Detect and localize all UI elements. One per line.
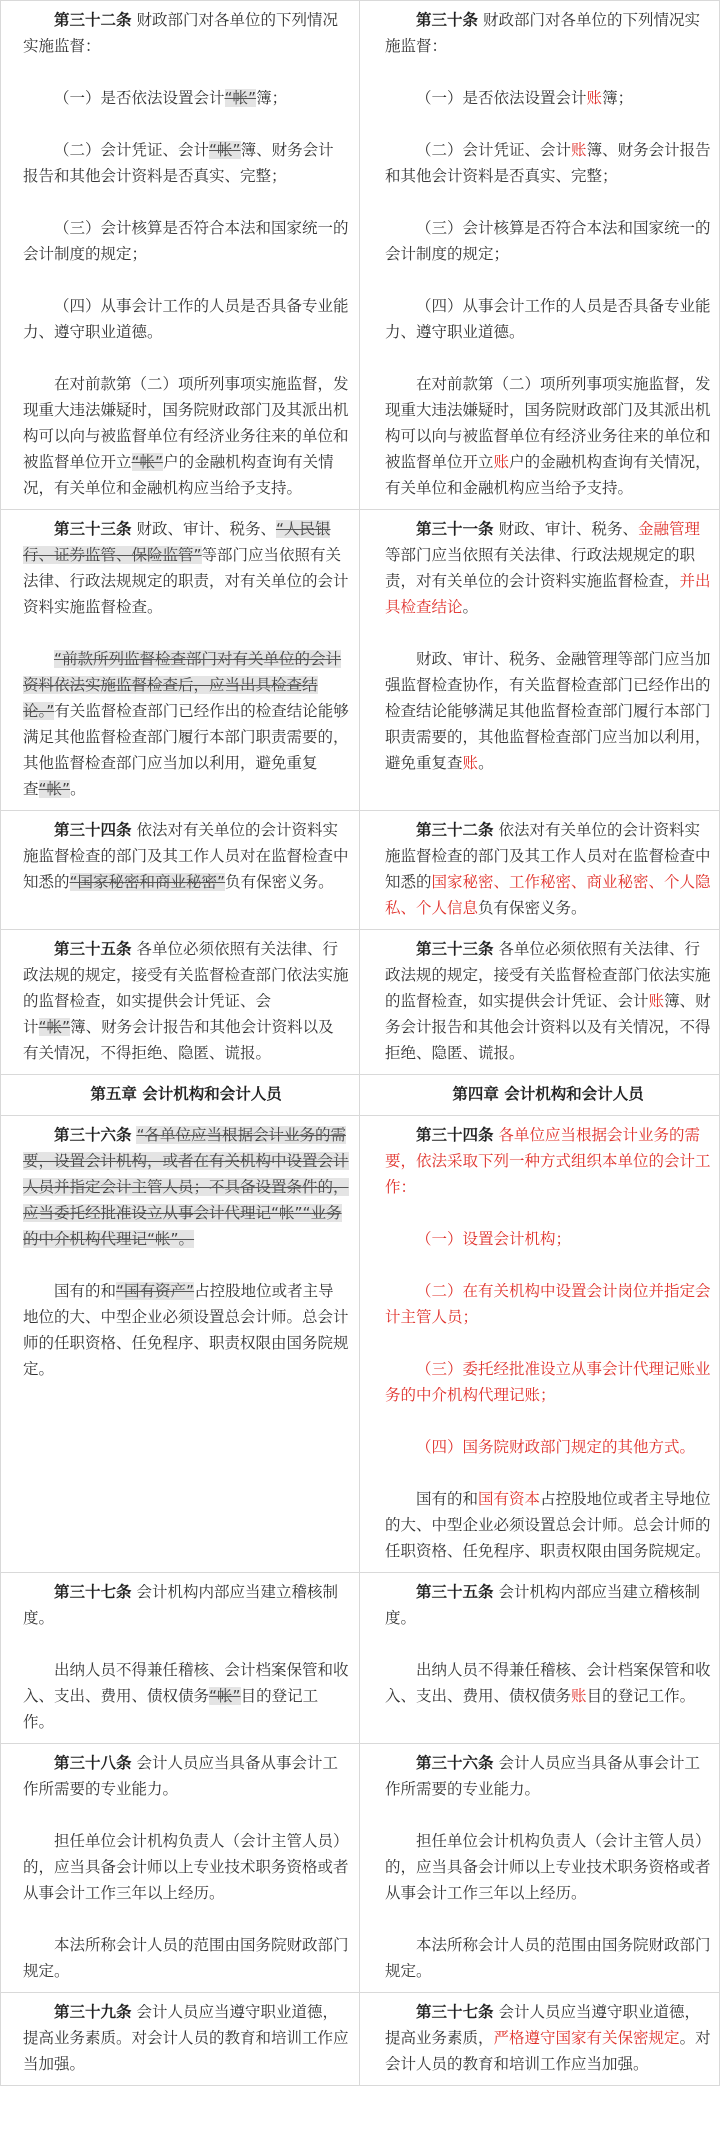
text-segment: 财政、审计、税务、	[493, 520, 638, 538]
law-paragraph	[385, 1999, 711, 2077]
text-segment: （一）是否依法设置会计	[54, 89, 225, 107]
article-row	[1, 811, 720, 930]
text-segment: 簿；	[256, 89, 288, 107]
deleted-text: “帐”	[38, 780, 71, 798]
text-segment: 担任单位会计机构负责人（会计主管人员）的，应当具备会计师以上专业技术职务资格或者从事会计工作三年以上经历。	[23, 1832, 349, 1902]
article-number: 第三十三条	[54, 520, 132, 538]
new-law-cell	[360, 930, 720, 1075]
old-law-cell	[1, 811, 360, 930]
deleted-text: “人民银行、证券监管、保险监管”	[23, 520, 331, 564]
changed-text: 国有资本	[478, 1490, 541, 1508]
law-paragraph	[385, 516, 711, 620]
law-paragraph	[23, 1999, 349, 2077]
changed-text: 账	[586, 89, 603, 107]
law-paragraph	[385, 646, 711, 776]
law-paragraph	[23, 1750, 349, 1802]
article-number: 第三十六条	[416, 1754, 494, 1772]
old-law-cell	[1, 1116, 360, 1573]
law-paragraph	[385, 936, 711, 1066]
paragraph-gap	[385, 111, 711, 137]
paragraph-gap	[385, 1906, 711, 1932]
article-number: 第三十七条	[54, 1583, 132, 1601]
law-paragraph	[23, 293, 349, 345]
paragraph-gap	[23, 267, 349, 293]
law-paragraph	[385, 1579, 711, 1631]
changed-text: （四）国务院财政部门规定的其他方式。	[416, 1438, 696, 1456]
law-paragraph	[23, 85, 349, 111]
text-segment: （二）会计凭证、会计	[416, 141, 572, 159]
paragraph-gap	[23, 111, 349, 137]
text-segment: 担任单位会计机构负责人（会计主管人员）的，应当具备会计师以上专业技术职务资格或者从事会计工作三年以上经历。	[385, 1832, 711, 1902]
new-law-cell	[360, 1, 720, 510]
text-segment: 负有保密义务。	[225, 873, 334, 891]
text-segment: 有关监督检查部门已经作出的检查结论能够满足其他监督检查部门履行本部门职责需要的，其他监督检查部门应当加以利用，避免重复查	[23, 702, 349, 798]
law-paragraph	[385, 1434, 711, 1460]
new-law-cell	[360, 1573, 720, 1744]
text-segment: 会计人员应当具备从事会计工作所需要的专业能力。	[385, 1754, 700, 1798]
new-law-cell	[360, 1993, 720, 2086]
law-paragraph	[385, 817, 711, 921]
law-paragraph	[23, 646, 349, 802]
text-segment: 目的登记工作。	[586, 1687, 696, 1705]
law-paragraph	[23, 1278, 349, 1382]
old-law-cell	[1, 1075, 360, 1116]
law-paragraph	[385, 1828, 711, 1906]
text-segment: 财政部门对各单位的下列情况实施监督：	[385, 11, 700, 55]
deleted-text: “国家秘密和商业秘密”	[69, 873, 226, 891]
law-paragraph	[23, 817, 349, 895]
text-segment: （二）会计凭证、会计	[54, 141, 210, 159]
article-row	[1, 1, 720, 510]
text-segment: 簿、财务会计报告和其他会计资料以及有关情况，不得拒绝、隐匿、谎报。	[23, 1018, 334, 1062]
text-segment: 在对前款第（二）项所列事项实施监督，发现重大违法嫌疑时，国务院财政部门及其派出机构可以向与被监督单位有经济业务往来的单位和被监督单位开立	[385, 375, 711, 471]
article-number: 第三十四条	[416, 1126, 494, 1144]
law-paragraph	[385, 215, 711, 267]
law-paragraph	[23, 7, 349, 59]
text-segment: 会计人员应当遵守职业道德，提高业务素质，	[385, 2003, 700, 2047]
text-segment: 。	[70, 780, 86, 798]
paragraph-gap	[23, 59, 349, 85]
text-segment: 在对前款第（二）项所列事项实施监督，发现重大违法嫌疑时，国务院财政部门及其派出机构可以向与被监督单位有经济业务往来的单位和被监督单位开立	[23, 375, 349, 471]
changed-text: 账	[571, 1687, 587, 1705]
article-number: 第三十五条	[54, 940, 132, 958]
paragraph-gap	[23, 189, 349, 215]
article-row	[1, 1993, 720, 2086]
deleted-text: “帐”	[38, 1018, 71, 1036]
article-number: 第三十八条	[54, 1754, 132, 1772]
paragraph-gap	[385, 1330, 711, 1356]
paragraph-gap	[385, 345, 711, 371]
text-segment: 国有的和	[416, 1490, 479, 1508]
changed-text: 账	[648, 992, 665, 1010]
law-paragraph	[385, 1657, 711, 1709]
chapter-title	[23, 1081, 349, 1107]
paragraph-gap	[23, 1631, 349, 1657]
text-segment: 簿、财务会计报告和其他会计资料是否真实、完整；	[385, 141, 711, 185]
paragraph-gap	[23, 1802, 349, 1828]
text-segment: （三）会计核算是否符合本法和国家统一的会计制度的规定；	[385, 219, 711, 263]
article-number: 第三十一条	[416, 520, 494, 538]
paragraph-gap	[385, 1631, 711, 1657]
text-segment: 。对会计人员的教育和培训工作应当加强。	[385, 2029, 711, 2073]
text-segment: 第四章 会计机构和会计人员	[452, 1085, 644, 1103]
article-number: 第三十条	[416, 11, 479, 29]
paragraph-gap	[385, 1802, 711, 1828]
chapter-title	[385, 1081, 711, 1107]
article-row	[1, 1744, 720, 1993]
article-number: 第三十二条	[54, 11, 132, 29]
law-paragraph	[385, 1932, 711, 1984]
article-row	[1, 510, 720, 811]
law-paragraph	[385, 85, 711, 111]
text-segment: （四）从事会计工作的人员是否具备专业能力、遵守职业道德。	[385, 297, 711, 341]
changed-text: 账	[571, 141, 587, 159]
deleted-text: “帐”	[224, 89, 257, 107]
law-paragraph	[23, 1828, 349, 1906]
new-law-cell	[360, 510, 720, 811]
old-law-cell	[1, 1573, 360, 1744]
deleted-text: “帐”	[209, 141, 241, 159]
law-paragraph	[385, 1750, 711, 1802]
old-law-cell	[1, 1, 360, 510]
law-paragraph	[385, 1278, 711, 1330]
chapter-header-row	[1, 1075, 720, 1116]
paragraph-gap	[23, 1252, 349, 1278]
changed-text: 严格遵守国家有关保密规定	[493, 2029, 680, 2047]
text-segment: 目的登记工作。	[23, 1687, 319, 1731]
text-segment: 依法对有关单位的会计资料实施监督检查的部门及其工作人员对在监督检查中知悉的	[23, 821, 349, 891]
text-segment: 国有的和	[54, 1282, 117, 1300]
text-segment: 簿；	[602, 89, 634, 107]
text-segment: 第五章 会计机构和会计人员	[90, 1085, 282, 1103]
changed-text: 账	[462, 754, 479, 772]
changed-text: 金融管理	[637, 520, 700, 538]
text-segment: （三）会计核算是否符合本法和国家统一的会计制度的规定；	[23, 219, 349, 263]
text-segment: 负有保密义务。	[478, 899, 587, 917]
law-paragraph	[385, 1356, 711, 1408]
article-number: 第三十四条	[54, 821, 132, 839]
paragraph-gap	[23, 1906, 349, 1932]
text-segment: 财政部门对各单位的下列情况实施监督：	[23, 11, 338, 55]
text-segment: 各单位必须依照有关法律、行政法规的规定，接受有关监督检查部门依法实施的监督检查，如实提供会计凭证、会计	[385, 940, 711, 1010]
changed-text: （一）设置会计机构；	[416, 1230, 572, 1248]
paragraph-gap	[385, 59, 711, 85]
text-segment: 会计机构内部应当建立稽核制度。	[23, 1583, 338, 1627]
article-number: 第三十六条	[54, 1126, 132, 1144]
law-paragraph	[385, 1122, 711, 1200]
paragraph-gap	[385, 1408, 711, 1434]
changed-text: 国家秘密、工作秘密、商业秘密、个人隐私、个人信息	[385, 873, 711, 917]
law-paragraph	[385, 1486, 711, 1564]
paragraph-gap	[385, 620, 711, 646]
new-law-cell	[360, 811, 720, 930]
law-paragraph	[385, 371, 711, 501]
article-row	[1, 930, 720, 1075]
text-segment: 等部门应当依照有关法律、行政法规规定的职责，对有关单位的会计资料实施监督检查，	[385, 546, 696, 590]
text-segment: 。	[478, 754, 494, 772]
law-paragraph	[23, 137, 349, 189]
text-segment: 户的金融机构查询有关情况，有关单位和金融机构应当给予支持。	[23, 453, 334, 497]
deleted-text: “国有资产”	[116, 1282, 195, 1300]
article-number: 第三十三条	[416, 940, 494, 958]
text-segment: 出纳人员不得兼任稽核、会计档案保管和收入、支出、费用、债权债务	[385, 1661, 711, 1705]
law-paragraph	[23, 1579, 349, 1631]
law-paragraph	[23, 371, 349, 501]
text-segment: 财政、审计、税务、金融管理等部门应当加强监督检查协作，有关监督检查部门已经作出的检查结论能够满足其他监督检查部门履行本部门职责需要的，其他监督检查部门应当加以利用，避免重复查	[385, 650, 711, 772]
article-number: 第三十七条	[416, 2003, 494, 2021]
changed-text: （三）委托经批准设立从事会计代理记账业务的中介机构代理记账；	[385, 1360, 711, 1404]
deleted-text: “帐”	[209, 1687, 241, 1705]
text-segment: （一）是否依法设置会计	[416, 89, 587, 107]
paragraph-gap	[385, 1460, 711, 1486]
paragraph-gap	[23, 345, 349, 371]
changed-text: 并出具检查结论	[385, 572, 711, 616]
text-segment: 户的金融机构查询有关情况，有关单位和金融机构应当给予支持。	[385, 453, 711, 497]
text-segment: 占控股地位或者主导地位的大、中型企业必须设置总会计师。总会计师的任职资格、任免程序、职责权限由国务院规定。	[385, 1490, 711, 1560]
text-segment: 。	[462, 598, 479, 616]
text-segment: 等部门应当依照有关法律、行政法规规定的职责，对有关单位的会计资料实施监督检查。	[23, 546, 349, 616]
paragraph-gap	[385, 267, 711, 293]
law-paragraph	[23, 1122, 349, 1252]
article-row	[1, 1116, 720, 1573]
deleted-text: “帐”	[131, 453, 164, 471]
paragraph-gap	[385, 189, 711, 215]
law-paragraph	[23, 936, 349, 1066]
text-segment: 会计机构内部应当建立稽核制度。	[385, 1583, 700, 1627]
deleted-text: “前款所列监督检查部门对有关单位的会计资料依法实施监督检查后，应当出具检查结论。”	[23, 650, 342, 720]
changed-text: 账	[493, 453, 510, 471]
article-number: 第三十五条	[416, 1583, 494, 1601]
new-law-cell	[360, 1075, 720, 1116]
text-segment: 依法对有关单位的会计资料实施监督检查的部门及其工作人员对在监督检查中知悉的	[385, 821, 711, 891]
law-paragraph	[23, 215, 349, 267]
old-law-cell	[1, 510, 360, 811]
law-paragraph	[23, 1932, 349, 1984]
text-segment: 簿、财务会计报告和其他会计资料是否真实、完整；	[23, 141, 334, 185]
changed-text: （二）在有关机构中设置会计岗位并指定会计主管人员；	[385, 1282, 711, 1326]
paragraph-gap	[385, 1252, 711, 1278]
law-paragraph	[385, 7, 711, 59]
deleted-text: “各单位应当根据会计业务的需要，设置会计机构，或者在有关机构中设置会计人员并指定会计主管人员；不具备设置条件的，应当委托经批准设立从事会计代理记“帐”“业务的中介机构代理记“帐”。	[23, 1126, 349, 1248]
changed-text: 各单位应当根据会计业务的需要，依法采取下列一种方式组织本单位的会计工作：	[385, 1126, 711, 1196]
article-row	[1, 1573, 720, 1744]
law-paragraph	[385, 137, 711, 189]
paragraph-gap	[385, 1200, 711, 1226]
text-segment: 出纳人员不得兼任稽核、会计档案保管和收入、支出、费用、债权债务	[23, 1661, 349, 1705]
law-paragraph	[23, 1657, 349, 1735]
article-number: 第三十二条	[416, 821, 494, 839]
law-paragraph	[385, 1226, 711, 1252]
new-law-cell	[360, 1116, 720, 1573]
text-segment: 占控股地位或者主导地位的大、中型企业必须设置总会计师。总会计师的任职资格、任免程序、职责权限由国务院规定。	[23, 1282, 349, 1378]
law-paragraph	[23, 516, 349, 620]
comparison-body	[1, 1, 720, 2086]
text-segment: （四）从事会计工作的人员是否具备专业能力、遵守职业道德。	[23, 297, 349, 341]
paragraph-gap	[23, 620, 349, 646]
text-segment: 簿、财务会计报告和其他会计资料以及有关情况，不得拒绝、隐匿、谎报。	[385, 992, 711, 1062]
old-law-cell	[1, 1993, 360, 2086]
old-law-cell	[1, 930, 360, 1075]
new-law-cell	[360, 1744, 720, 1993]
law-paragraph	[385, 293, 711, 345]
old-law-cell	[1, 1744, 360, 1993]
text-segment: 本法所称会计人员的范围由国务院财政部门规定。	[385, 1936, 711, 1980]
text-segment: 会计人员应当遵守职业道德，提高业务素质。对会计人员的教育和培训工作应当加强。	[23, 2003, 349, 2073]
article-number: 第三十九条	[54, 2003, 132, 2021]
text-segment: 本法所称会计人员的范围由国务院财政部门规定。	[23, 1936, 349, 1980]
text-segment: 会计人员应当具备从事会计工作所需要的专业能力。	[23, 1754, 338, 1798]
text-segment: 财政、审计、税务、	[131, 520, 276, 538]
text-segment: 各单位必须依照有关法律、行政法规的规定，接受有关监督检查部门依法实施的监督检查，如实提供会计凭证、会计	[23, 940, 349, 1036]
